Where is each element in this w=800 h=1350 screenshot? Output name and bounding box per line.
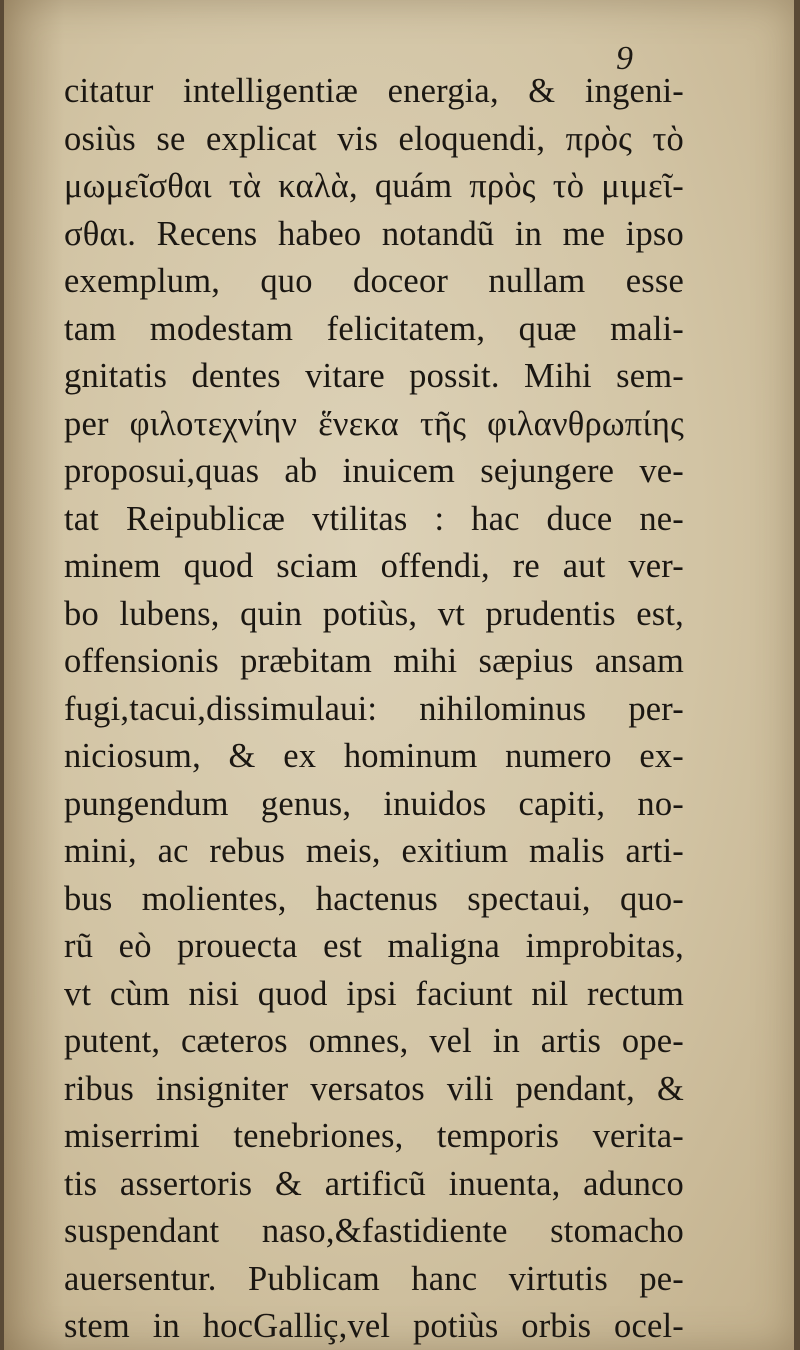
text-line: offensionis præbitam mihi sæpius ansam bbox=[64, 642, 684, 680]
text-line: stem in hocGalliç,vel potiùs orbis ocel- bbox=[64, 1307, 684, 1345]
text-line: fugi,tacui,dissimulaui: nihilominus per- bbox=[64, 689, 684, 728]
book-page bbox=[4, 0, 794, 1350]
text-line: vt cùm nisi quod ipsi faciunt nil rectum bbox=[64, 974, 684, 1013]
text-line: proposui,quas ab inuicem sejungere ve- bbox=[64, 452, 684, 490]
text-line: bo lubens, quin potiùs, vt prudentis est, bbox=[64, 594, 684, 633]
text-line: mini, ac rebus meis, exitium malis arti- bbox=[64, 832, 684, 870]
text-line: tat Reipublicæ vtilitas : hac duce ne- bbox=[64, 499, 684, 538]
text-line: tis assertoris & artificũ inuenta, adunco bbox=[64, 1164, 684, 1203]
text-line: minem quod sciam offendi, re aut ver- bbox=[64, 547, 684, 585]
text-line: niciosum, & ex hominum numero ex- bbox=[64, 737, 684, 775]
text-body bbox=[64, 68, 684, 1350]
text-line: ribus insigniter versatos vili pendant, & bbox=[64, 1069, 684, 1108]
text-line: osiùs se explicat vis eloquendi, πρὸς τὸ bbox=[64, 119, 684, 158]
text-line: citatur intelligentiæ energia, & ingeni- bbox=[64, 72, 684, 110]
text-line: bus molientes, hactenus spectaui, quo- bbox=[64, 879, 684, 918]
text-line: μωμεῖσθαι τὰ καλὰ, quám πρὸς τὸ μιμεῖ- bbox=[64, 167, 684, 205]
text-line: pungendum genus, inuidos capiti, no- bbox=[64, 784, 684, 823]
text-line: σθαι. Recens habeo notandũ in me ipso bbox=[64, 214, 684, 253]
text-line: tam modestam felicitatem, quæ mali- bbox=[64, 309, 684, 348]
text-line: rũ eò prouecta est maligna improbitas, bbox=[64, 927, 684, 965]
text-line: miserrimi tenebriones, temporis verita- bbox=[64, 1117, 684, 1155]
page-number: 9 bbox=[616, 40, 633, 77]
text-line: per φιλοτεχνίην ἕνεκα τῆς φιλανθρωπίης bbox=[64, 404, 684, 443]
text-line: putent, cæteros omnes, vel in artis ope- bbox=[64, 1022, 684, 1060]
text-line: suspendant naso,&fastidiente stomacho bbox=[64, 1212, 684, 1250]
text-line: gnitatis dentes vitare possit. Mihi sem- bbox=[64, 357, 684, 395]
text-line: auersentur. Publicam hanc virtutis pe- bbox=[64, 1259, 684, 1298]
text-line: exemplum, quo doceor nullam esse bbox=[64, 262, 684, 300]
